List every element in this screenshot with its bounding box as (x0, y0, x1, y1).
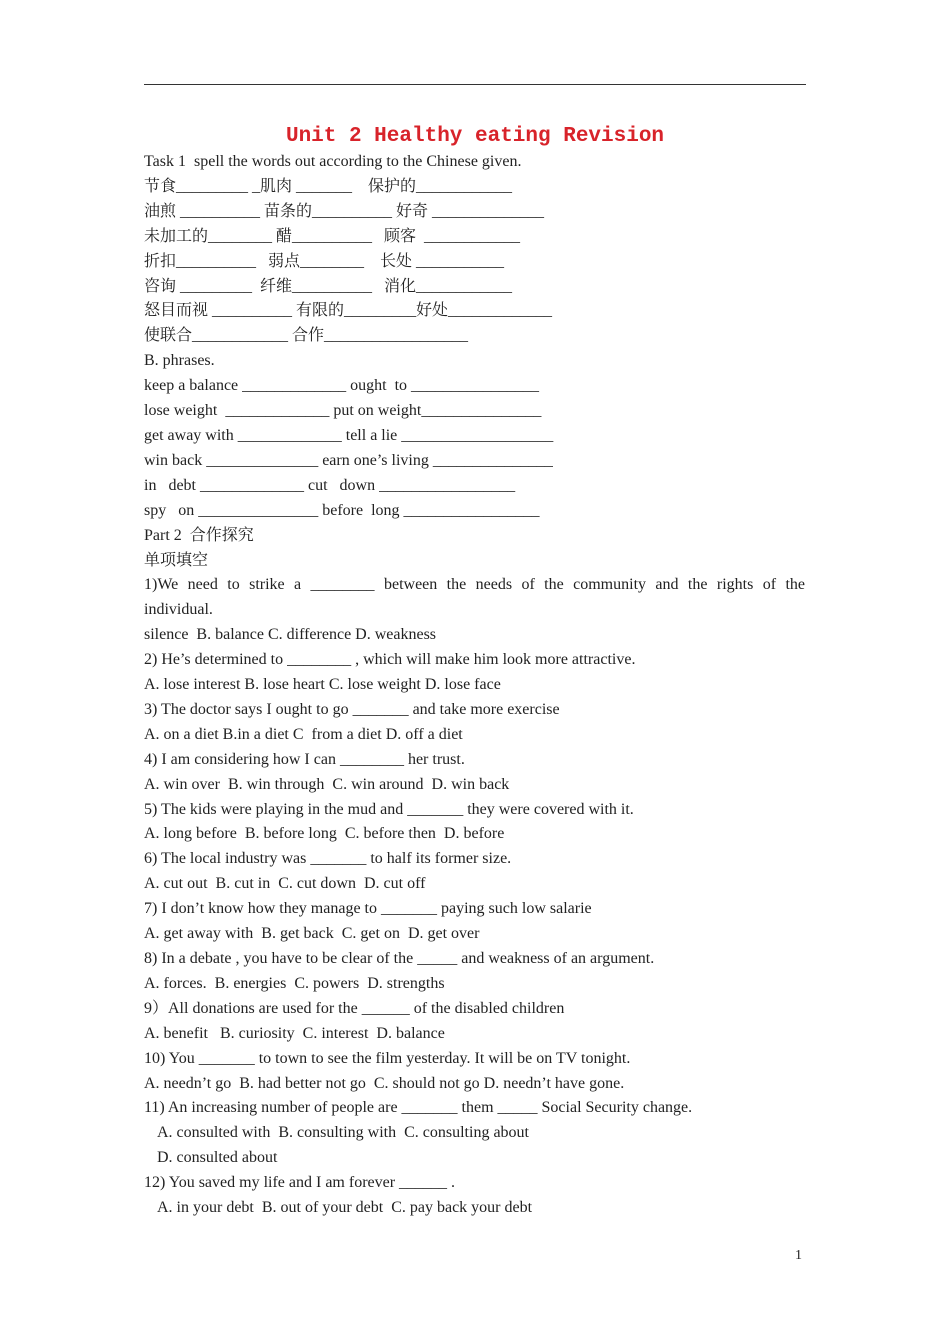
phrase-row: spy on _______________ before long _________________ (144, 501, 540, 519)
part2-heading: Part 2 合作探究 (144, 526, 254, 544)
question-line: 9）All donations are used for the ______ of the disabled children (144, 999, 565, 1017)
document-body (144, 150, 805, 1221)
answer-options: A. consulted with B. consulting with C. consulting about (157, 1124, 529, 1142)
question-1: 1)We need to strike a ________ between the needs of the community and the rights of the (144, 576, 805, 594)
question-line: 12) You saved my life and I am forever ______ . (144, 1174, 456, 1192)
answer-options: A. cut out B. cut in C. cut down D. cut off (144, 875, 426, 893)
answer-options: A. lose interest B. lose heart C. lose weight D. lose face (144, 676, 501, 694)
vocab-row: 咨询 _________ 纤维__________ 消化____________ (144, 277, 513, 295)
answer-options: silence B. balance C. difference D. weakness (144, 626, 437, 644)
header-rule (144, 84, 806, 85)
page-number: 1 (795, 1248, 802, 1263)
question-line: 10) You _______ to town to see the film yesterday. It will be on TV tonight. (144, 1049, 631, 1067)
question-line: 3) The doctor says I ought to go _______ and take more exercise (144, 700, 560, 718)
vocab-row: 怒目而视 __________ 有限的_________好处_____________ (144, 302, 553, 320)
phrase-row: get away with _____________ tell a lie ___________________ (144, 426, 554, 444)
answer-options: A. benefit B. curiosity C. interest D. balance (144, 1024, 445, 1042)
answer-options: D. consulted about (157, 1149, 278, 1167)
phrase-row: win back ______________ earn one’s living _______________ (144, 451, 553, 469)
answer-options: A. needn’t go B. had better not go C. should not go D. needn’t have gone. (144, 1074, 625, 1092)
question-line: 6) The local industry was _______ to half its former size. (144, 850, 512, 868)
answer-options: A. on a diet B.in a diet C from a diet D. off a diet (144, 725, 463, 743)
question-line: 4) I am considering how I can ________ her trust. (144, 750, 465, 768)
phrase-row: keep a balance _____________ ought to ________________ (144, 377, 540, 395)
question-line: individual. (144, 601, 213, 619)
section-heading: 单项填空 (144, 551, 209, 569)
page-title: Unit 2 Healthy eating Revision (285, 125, 665, 148)
answer-options: A. forces. B. energies C. powers D. strengths (144, 974, 445, 992)
answer-options: A. long before B. before long C. before then D. before (144, 825, 505, 843)
question-line: 5) The kids were playing in the mud and _______ they were covered with it. (144, 800, 634, 818)
phrases-heading: B. phrases. (144, 352, 215, 370)
vocab-row: 折扣__________ 弱点________ 长处 ___________ (144, 252, 505, 270)
phrase-row: in debt _____________ cut down _________________ (144, 476, 516, 494)
question-line: 8) In a debate , you have to be clear of the _____ and weakness of an argument. (144, 950, 655, 967)
answer-options: A. get away with B. get back C. get on D. get over (144, 925, 480, 943)
task1-heading: Task 1 spell the words out according to the Chinese given. (144, 153, 522, 170)
answer-options: A. in your debt B. out of your debt C. pay back your debt (157, 1199, 533, 1217)
vocab-row: 未加工的________ 醋__________ 顾客 ____________ (144, 227, 521, 245)
question-line: 7) I don’t know how they manage to _______ paying such low salarie (144, 900, 592, 918)
vocab-row: 使联合____________ 合作__________________ (144, 327, 469, 345)
phrase-row: lose weight _____________ put on weight_______________ (144, 402, 542, 420)
vocab-row: 节食_________ _肌肉 _______ 保护的____________ (144, 177, 513, 195)
question-line: 11) An increasing number of people are _______ them _____ Social Security change. (144, 1099, 693, 1117)
question-line: 2) He’s determined to ________ , which will make him look more attractive. (144, 651, 636, 669)
vocab-row: 油煎 __________ 苗条的__________ 好奇 ______________ (144, 202, 545, 220)
answer-options: A. win over B. win through C. win around D. win back (144, 775, 510, 793)
